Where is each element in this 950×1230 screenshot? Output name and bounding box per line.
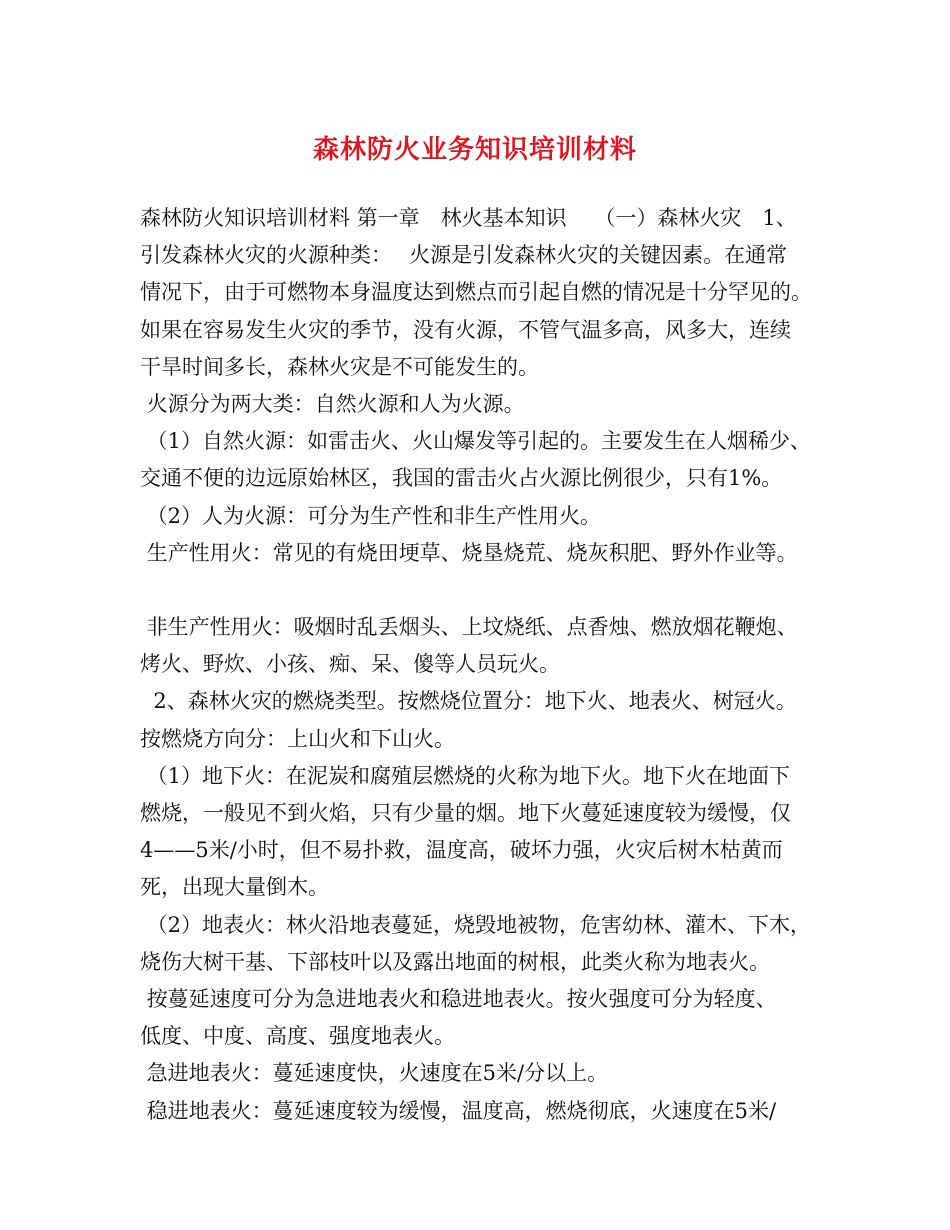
paragraph-line: 情况下，由于可燃物本身温度达到燃点而引起自燃的情况是十分罕见的。 [140,280,812,305]
paragraph-line: 按燃烧方向分：上山火和下山火。 [140,726,455,751]
paragraph-line: 2、森林火灾的燃烧类型。按燃烧位置分：地下火、地表火、树冠火。 [140,689,797,714]
paragraph-line: 死，出现大量倒木。 [140,875,329,900]
paragraph-line: 按蔓延速度可分为急进地表火和稳进地表火。按火强度可分为轻度、 [140,986,777,1011]
document-body [140,200,830,1130]
paragraph-line: 非生产性用火：吸烟时乱丢烟头、上坟烧纸、点香烛、燃放烟花鞭炮、 [140,615,798,640]
paragraph-line: 4——5米/小时，但不易扑救，温度高，破坏力强，火灾后树木枯黄而 [140,838,783,863]
paragraph-line: 烤火、野炊、小孩、痴、呆、傻等人员玩火。 [140,652,560,677]
paragraph-line: 烧伤大树干基、下部枝叶以及露出地面的树根，此类火称为地表火。 [140,949,770,974]
paragraph-line: 急进地表火：蔓延速度快，火速度在5米/分以上。 [140,1061,609,1086]
paragraph-line: 引发森林火灾的火源种类： 火源是引发森林火灾的关键因素。在通常 [140,243,788,268]
paragraph-line: （2）地表火：林火沿地表蔓延，烧毁地被物，危害幼林、灌木、下木， [140,912,812,937]
paragraph-line: 森林防火知识培训材料 第一章 林火基本知识 （一）森林火灾 1、 [140,206,797,230]
paragraph-line: 交通不便的边远原始林区，我国的雷击火占火源比例很少，只有1%。 [140,466,783,491]
paragraph-line: （1）地下火：在泥炭和腐殖层燃烧的火称为地下火。地下火在地面下 [140,763,791,788]
paragraph-line: 干旱时间多长，森林火灾是不可能发生的。 [140,354,539,379]
paragraph-line: 火源分为两大类：自然火源和人为火源。 [140,391,525,416]
paragraph-line: （1）自然火源：如雷击火、火山爆发等引起的。主要发生在人烟稀少、 [140,429,812,454]
paragraph-line: （2）人为火源：可分为生产性和非生产性用火。 [140,503,602,528]
document-title: 森林防火业务知识培训材料 [312,135,637,165]
paragraph-line: 稳进地表火：蔓延速度较为缓慢，温度高，燃烧彻底，火速度在5米/ [140,1098,777,1123]
paragraph-line: 生产性用火：常见的有烧田埂草、烧垦烧荒、烧灰积肥、野外作业等。 [140,540,798,565]
paragraph-line: 燃烧，一般见不到火焰，只有少量的烟。地下火蔓延速度较为缓慢，仅 [140,801,791,825]
paragraph-line: 如果在容易发生火灾的季节，没有火源，不管气温多高，风多大，连续 [140,317,791,342]
paragraph-line [140,572,830,609]
paragraph-line: 低度、中度、高度、强度地表火。 [140,1024,455,1049]
